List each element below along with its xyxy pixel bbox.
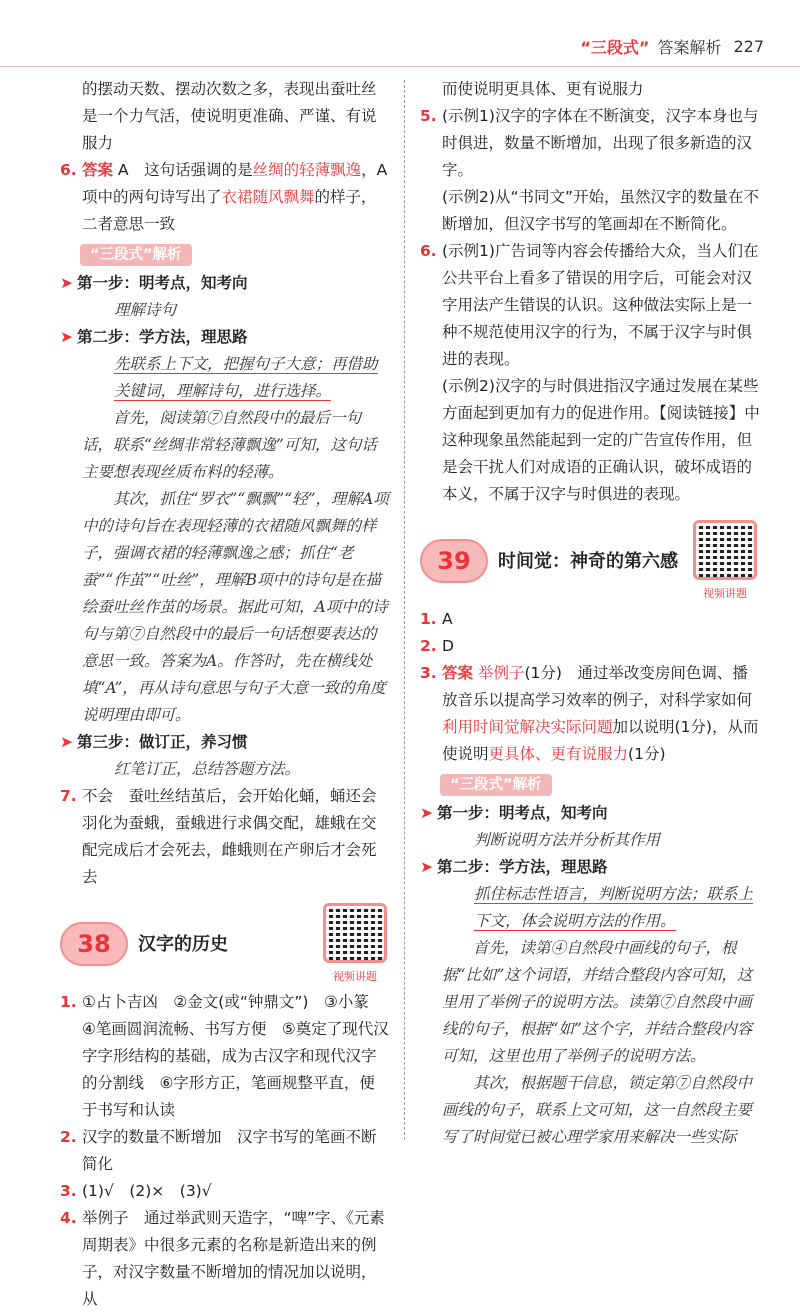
arrow-right-icon: ➤	[60, 733, 73, 751]
highlight-text: 丝绸的轻薄飘逸	[252, 161, 362, 179]
question-number: 1.	[420, 610, 437, 628]
question-number: 6.	[60, 161, 77, 179]
right-column	[420, 76, 760, 1151]
lesson-number-badge: 38	[60, 922, 128, 966]
analysis-paragraph: 首先，阅读第⑦自然段中的最后一句话，联系“丝绸非常轻薄飘逸”可知，这句话主要想表现丝质布料的轻薄。	[82, 409, 377, 481]
question-number: 2.	[60, 1128, 77, 1146]
answer-text: ①占卜吉凶 ②金文(或“钟鼎文”) ③小篆 ④笔画圆润流畅、书写方便 ⑤奠定了现代汉字字形结构的基础，成为古汉字和现代汉字的分割线 ⑥字形方正，笔画规整平直，便于书写和认读	[82, 993, 389, 1119]
highlight-text: 利用时间觉解决实际问题	[442, 718, 613, 736]
question-number: 3.	[60, 1182, 77, 1200]
answer-paragraph	[442, 660, 760, 768]
step-title: 第一步：明考点，知考向	[437, 804, 608, 822]
step-3	[60, 729, 390, 756]
question-5	[420, 103, 760, 238]
question-6	[60, 157, 390, 238]
qr-caption: 视频讲题	[703, 587, 747, 600]
question-1	[60, 989, 390, 1124]
answer-text: (示例1)汉字的字体在不断演变，汉字本身也与时俱进，数量不断增加，出现了很多新造的汉字。	[442, 107, 759, 179]
question-number: 5.	[420, 107, 437, 125]
question-6-right	[420, 238, 760, 508]
answer-text: ，A项中的两句诗写出了	[82, 161, 388, 206]
answer-value: A	[117, 161, 129, 179]
qr-code[interactable]	[690, 520, 760, 607]
question-number: 1.	[60, 993, 77, 1011]
lesson-39-header	[420, 526, 760, 600]
header-subtitle: 答案解析	[657, 37, 722, 57]
left-column	[60, 76, 390, 1313]
arrow-right-icon: ➤	[420, 804, 433, 822]
header-badge: “三段式”	[580, 37, 650, 57]
answer-text: (示例2)从“书同文”开始，虽然汉字的数量在不断增加，但汉字书写的笔画却在不断简化。	[442, 188, 760, 233]
answer-text: (1)√ (2)× (3)√	[82, 1182, 212, 1200]
question-number: 6.	[420, 242, 437, 260]
question-1	[420, 606, 760, 633]
continued-text: 而使说明更具体、更有说服力	[442, 80, 644, 98]
answer-text: 举例子 通过举武则天造字，“啤”字、《元素周期表》中很多元素的名称是新造出来的例子，对汉字数量不断增加的情况加以说明，从	[82, 1209, 385, 1308]
qr-code[interactable]	[320, 903, 390, 990]
question-3	[60, 1178, 390, 1205]
answer-text: 这句话强调的是	[144, 161, 253, 179]
header-rule	[0, 66, 800, 67]
highlight-text: 衣裙随风飘舞	[221, 188, 315, 206]
continued-text: 的摆动天数、摆动次数之多，表现出蚕吐丝是一个力气活，使说明更准确、严谨、有说服力	[82, 80, 377, 152]
step-1	[60, 270, 390, 297]
answer-text: 不会 蚕吐丝结茧后，会开始化蛹，蛹还会羽化为蚕蛾，蚕蛾进行求偶交配，雄蛾在交配完成后才会死去，雌蛾则在产卵后才会死去	[82, 787, 377, 886]
arrow-right-icon: ➤	[60, 274, 73, 292]
step-1	[420, 800, 760, 827]
page-number: 227	[733, 36, 764, 56]
answer-label: 答案	[442, 664, 474, 682]
qr-caption: 视频讲题	[333, 970, 377, 983]
method-text: 抓住标志性语言，判断说明方法；联系上下文，体会说明方法的作用。	[474, 885, 754, 930]
step-content: 理解诗句	[114, 301, 177, 319]
method-block	[60, 351, 390, 405]
method-text: 先联系上下文，把握句子大意；再借助关键词，理解诗句，进行选择。	[114, 355, 378, 400]
column-divider	[404, 80, 405, 1140]
step-content: 红笔订正，总结答题方法。	[114, 760, 301, 778]
question-number: 2.	[420, 637, 437, 655]
analysis-paragraph: 首先，读第④自然段中画线的句子，根据“比如”这个词语，并结合整段内容可知，这里用了举例子的说明方法。读第⑦自然段中画线的句子，根据“如”这个字，并结合整段内容可知，这里也用了举例子的说明方法。	[442, 939, 753, 1065]
qr-code-icon	[693, 520, 757, 580]
answer-text: (1分)	[628, 745, 666, 763]
answer-block	[442, 238, 760, 508]
analysis-paragraph: 其次，根据题干信息，锁定第⑦自然段中画线的句子，联系上文可知，这一自然段主要写了时间觉已被心理学家用来解决一些实际	[442, 1074, 753, 1146]
answer-text: 加以说明(1分)，从而使说明	[442, 718, 759, 763]
question-3	[420, 660, 760, 768]
question-number: 7.	[60, 787, 77, 805]
step-title: 第二步：学方法，理思路	[437, 858, 608, 876]
answer-text: 汉字的数量不断增加 汉字书写的笔画不断简化	[82, 1128, 377, 1173]
answer-block	[442, 103, 760, 238]
analysis-paragraph: 其次，抓住“罗衣”“飘飘”“轻”，理解A项中的诗句旨在表现轻薄的衣裙随风飘舞的样子，强调衣裙的轻薄飘逸之感；抓住“老蚕”“作茧”“吐丝”，理解B项中的诗句是在描绘蚕吐丝作茧的场景。据此可知，A项中的诗句与第⑦自然段中的最后一句话想要表达的意思一致。答案为A。作答时，先在横线处填“A”，再从诗句意思与句子大意一致的角度说明理由即可。	[82, 490, 389, 724]
lesson-title: 时间觉：神奇的第六感	[498, 550, 678, 572]
question-number: 3.	[420, 664, 437, 682]
question-number: 4.	[60, 1209, 77, 1227]
lesson-number-badge: 39	[420, 539, 488, 583]
answer-text: D	[442, 637, 454, 655]
highlight-text: 举例子	[477, 664, 525, 682]
answer-label: 答案	[82, 161, 114, 179]
step-2	[420, 854, 760, 881]
step-title: 第一步：明考点，知考向	[77, 274, 248, 292]
analysis-tag: “三段式”解析	[80, 244, 192, 266]
answer-text: A	[442, 610, 453, 628]
highlight-text: 更具体、更有说服力	[488, 745, 629, 763]
method-block	[420, 881, 760, 935]
lesson-38-header	[60, 909, 390, 983]
question-4	[60, 1205, 390, 1313]
question-2	[60, 1124, 390, 1178]
qr-code-icon	[323, 903, 387, 963]
step-title: 第三步：做订正，养习惯	[77, 733, 248, 751]
step-content: 判断说明方法并分析其作用	[474, 831, 661, 849]
lesson-title: 汉字的历史	[138, 933, 228, 955]
answer-text: (示例1)广告词等内容会传播给大众，当人们在公共平台上看多了错误的用字后，可能会对汉字用法产生错误的认识。这种做法实际上是一种不规范使用汉字的行为，不属于汉字与时俱进的表现。	[442, 242, 759, 368]
answer-text: (示例2)汉字的与时俱进指汉字通过发展在某些方面起到更加有力的促进作用。【阅读链接】中这种现象虽然能起到一定的广告宣传作用，但是会干扰人们对成语的正确认识，破坏成语的本义，不属于汉字与时俱进的表现。	[442, 377, 760, 503]
analysis-tag: “三段式”解析	[440, 774, 552, 796]
question-7	[60, 783, 390, 891]
question-2	[420, 633, 760, 660]
page-header	[580, 28, 764, 64]
step-title: 第二步：学方法，理思路	[77, 328, 248, 346]
answer-text: 的样子，二者意思一致	[82, 188, 377, 233]
step-2	[60, 324, 390, 351]
arrow-right-icon: ➤	[60, 328, 73, 346]
arrow-right-icon: ➤	[420, 858, 433, 876]
answer-text: (1分) 通过举改变房间色调、播放音乐以提高学习效率的例子，对科学家如何	[442, 664, 753, 709]
